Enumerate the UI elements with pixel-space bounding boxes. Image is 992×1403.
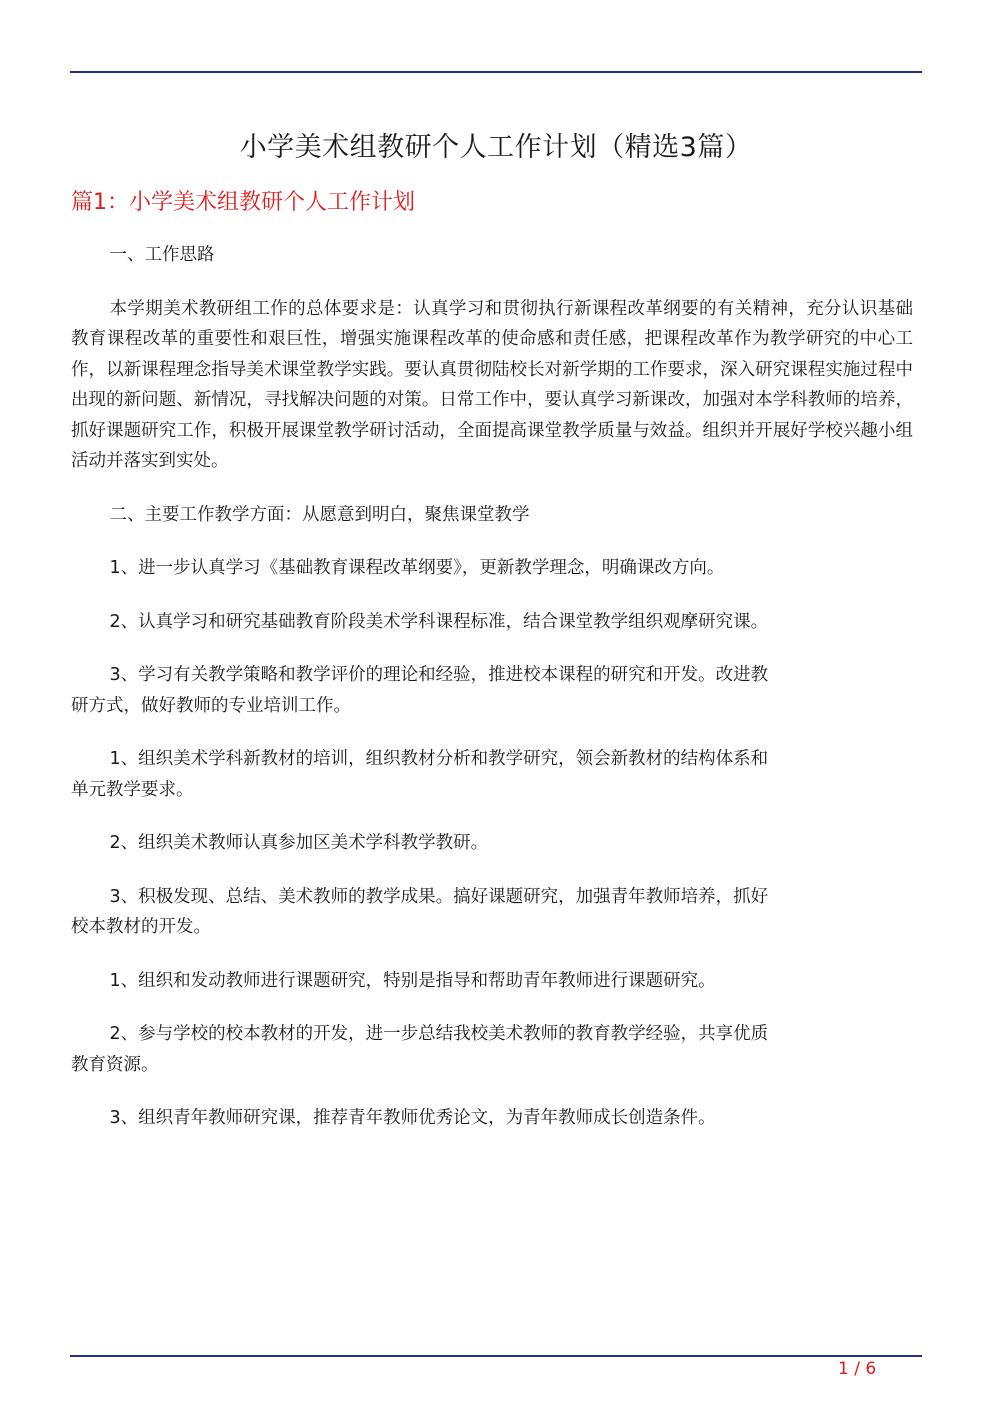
paragraph-overall-requirements: 本学期美术教研组工作的总体要求是：认真学习和贯彻执行新课程改革纲要的有关精神，充分认识基础教育课程改革的重要性和艰巨性，增强实施课程改革的使命感和责任感，把课程改革作为教学研究的中心工作，以新课程理念指导美术课堂教学实践。要认真贯彻陆校长对新学期的工作要求，深入研究课程实施过程中出现的新问题、新情况，寻找解决问题的对策。日常工作中，要认真学习新课改，加强对本学科教师的培养，抓好课题研究工作，积极开展课堂教学研讨活动，全面提高课堂教学质量与效益。组织并开展好学校兴趣小组活动并落实到实处。: [71, 298, 913, 471]
paragraph-heading-main-work: 二、主要工作教学方面：从愿意到明白，聚焦课堂教学: [109, 504, 530, 525]
section-heading: 篇1：小学美术组教研个人工作计划: [71, 190, 415, 215]
paragraph-item: 1、进一步认真学习《基础教育课程改革纲要》，更新教学理念，明确课改方向。: [109, 558, 725, 578]
paragraph-item: 2、参与学校的校本教材的开发，进一步总结我校美术教师的教育教学经验，共享优质教育资源。: [71, 1024, 769, 1075]
paragraph-item: 2、组织美术教师认真参加区美术学科教学教研。: [109, 833, 489, 853]
paragraph-item: 1、组织和发动教师进行课题研究，特别是指导和帮助青年教师进行课题研究。: [109, 970, 716, 991]
paragraph-item: 1、组织美术学科新教材的培训，组织教材分析和教学研究，领会新教材的结构体系和单元教学要求。: [71, 749, 769, 800]
document-title: 小学美术组教研个人工作计划（精选3篇）: [239, 132, 753, 163]
paragraph-item: 2、认真学习和研究基础教育阶段美术学科课程标准，结合课堂教学组织观摩研究课。: [109, 611, 769, 632]
paragraph-heading-work-ideas: 一、工作思路: [109, 245, 215, 265]
header-rule: [70, 71, 922, 73]
page-number: 1 / 6: [838, 1359, 877, 1379]
document-body: [71, 240, 913, 1157]
paragraph-item: 3、积极发现、总结、美术教师的教学成果。搞好课题研究，加强青年教师培养，抓好校本教材的开发。: [71, 886, 769, 937]
footer-rule: [70, 1355, 922, 1357]
paragraph-item: 3、学习有关教学策略和教学评价的理论和经验，推进校本课程的研究和开发。改进教研方式，做好教师的专业培训工作。: [71, 665, 769, 716]
paragraph-item: 3、组织青年教师研究课，推荐青年教师优秀论文，为青年教师成长创造条件。: [109, 1108, 716, 1128]
